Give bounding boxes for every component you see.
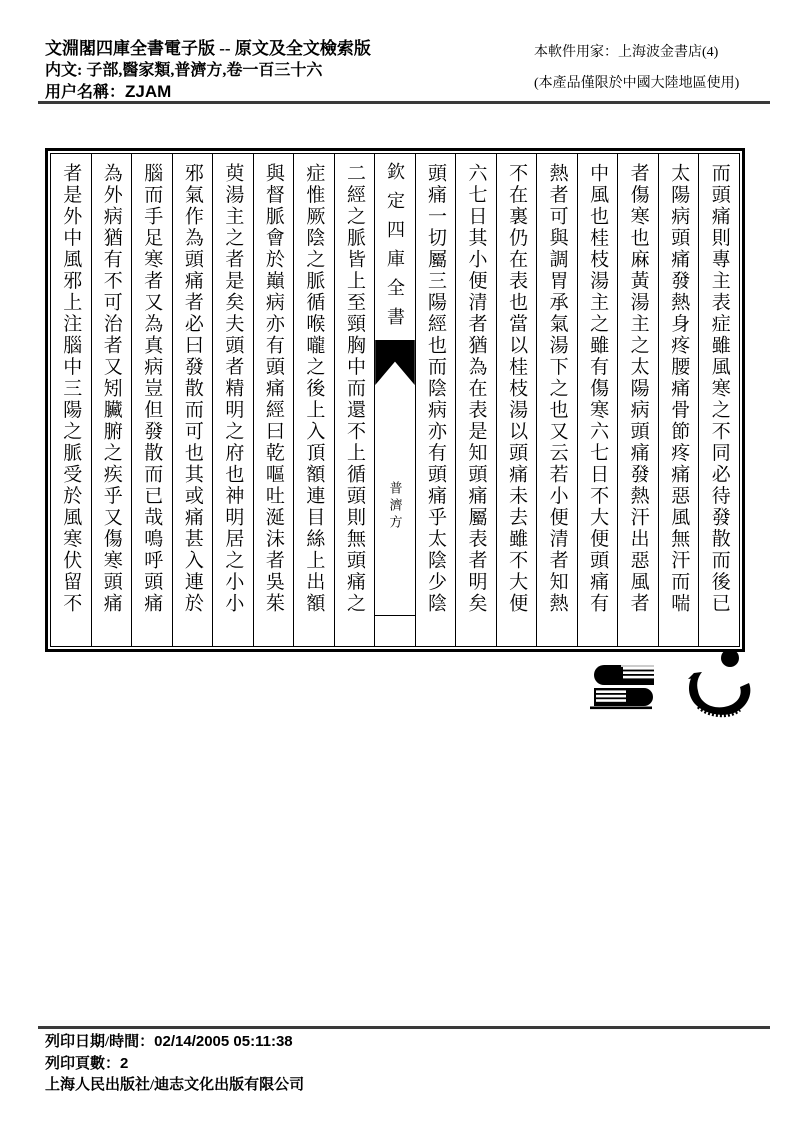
fishtail-mark-icon — [375, 340, 415, 385]
calligraphy-swoosh-logo-icon — [686, 645, 756, 725]
text-column: 熱者可與調胃承氣湯下之也又云若小便清者知熱 — [536, 154, 577, 646]
header-divider — [38, 101, 770, 104]
user-line — [45, 81, 515, 103]
app-title: 文淵閣四庫全書電子版 -- 原文及全文檢索版 — [45, 39, 371, 58]
header-right — [534, 44, 774, 92]
text-column: 不在裏仍在表也當以桂枝湯以頭痛未去雖不大便 — [496, 154, 537, 646]
print-datetime-value: 02/14/2005 05:11:38 — [154, 1033, 293, 1050]
document-breadcrumb: 内文: 子部,醫家類,普濟方,卷一百三十六 — [45, 62, 323, 79]
text-column: 二經之脈皆上至頸胸中而還不上循頭則無頭痛之 — [334, 154, 375, 646]
text-column: 中風也桂枝湯主之雖有傷寒六七日不大便頭痛有 — [577, 154, 618, 646]
header-left — [45, 38, 515, 103]
text-column: 而頭痛則專主表症雖風寒之不同必待發散而後已 — [698, 154, 739, 646]
text-column: 太陽病頭痛發熱身疼腰痛骨節疼痛惡風無汗而喘 — [658, 154, 699, 646]
publisher-line: 上海人民出版社/迪志文化出版有限公司 — [45, 1077, 305, 1093]
text-column: 六七日其小便清者猶為在表是知頭痛屬表者明矣 — [455, 154, 496, 646]
title-column-divider — [375, 615, 415, 616]
footer-divider — [38, 1026, 770, 1029]
print-datetime-line: 列印日期/時間：02/14/2005 05:11:38 — [45, 1033, 293, 1050]
text-column: 邪氣作為頭痛者必曰發散而可也其或痛甚入連於 — [172, 154, 213, 646]
text-column: 腦而手足寒者又為真病豈但發散而已哉鳴呼頭痛 — [131, 154, 172, 646]
user-name: ZJAM — [125, 82, 172, 101]
licensee-line: 本軟件用家：上海波金書店(4) — [534, 45, 719, 60]
print-pages-value: 2 — [120, 1055, 129, 1072]
text-column: 為外病猶有不可治者又矧臟腑之疾乎又傷寒頭痛 — [91, 154, 132, 646]
text-column: 者是外中風邪上注腦中三陽之脈受於風寒伏留不 — [60, 163, 82, 615]
book-page-columns — [50, 153, 740, 647]
text-column: 頭痛一切屬三陽經也而陰病亦有頭痛乎太陰少陰 — [415, 154, 456, 646]
user-label: 用户名稱： — [45, 84, 126, 101]
text-column: 症惟厥陰之脈循喉嚨之後上入頂額連目絲上出額 — [293, 154, 334, 646]
restriction-line: (本產品僅限於中國大陸地區使用) — [534, 76, 740, 91]
center-title-column — [374, 154, 415, 646]
collection-title: 欽定四庫全書 — [384, 162, 405, 336]
footer — [45, 1031, 745, 1096]
text-column: 與督脈會於巔病亦有頭痛經曰乾嘔吐涎沫者吳茱 — [253, 154, 294, 646]
text-column: 者傷寒也麻黃湯主之太陽病頭痛發熱汗出惡風者 — [617, 154, 658, 646]
book-page — [45, 148, 745, 652]
print-pages-line: 列印頁數：2 — [45, 1055, 129, 1072]
text-column: 萸湯主之者是矣夫頭者精明之府也神明居之小小 — [212, 154, 253, 646]
stacked-books-logo-icon — [588, 660, 660, 716]
book-title: 普濟方 — [387, 481, 403, 532]
